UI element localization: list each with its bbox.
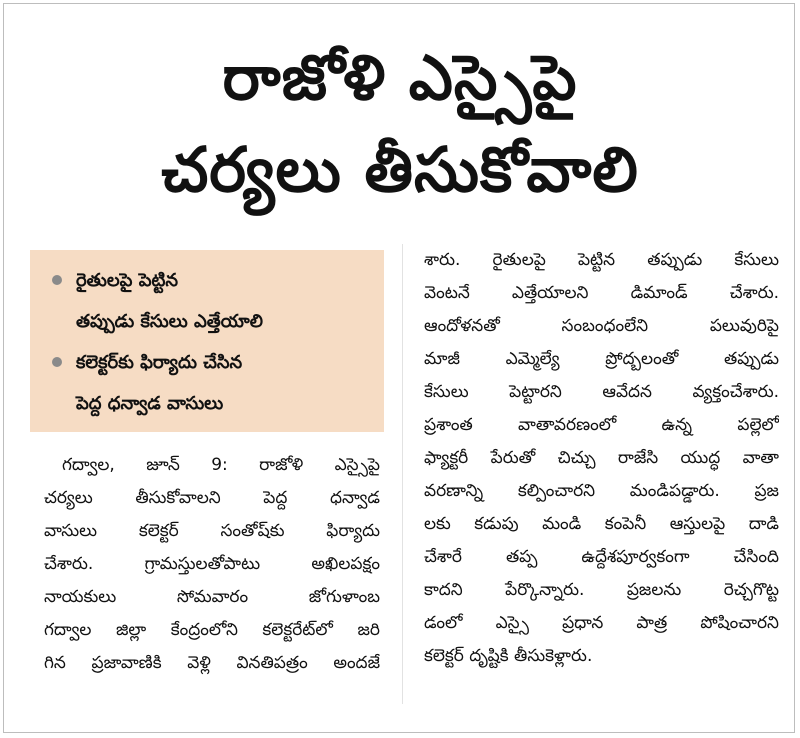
highlights-box <box>30 250 384 432</box>
news-clipping <box>3 3 795 733</box>
body-line: చేశారే తప్ప ఉద్దేశపూర్వకంగా చేసింది <box>424 547 779 567</box>
body-column-left <box>44 449 380 680</box>
body-line: కేసులు పెట్టారని ఆవేదన వ్యక్తంచేశారు. <box>424 382 779 402</box>
body-line: కలెక్టర్ దృష్టికి తీసుకెళ్లారు. <box>424 646 593 666</box>
highlight-line: రైతులపై పెట్టిన <box>76 270 179 291</box>
body-line: నాయకులు సోమవారం జోగుళాంబ <box>44 587 380 607</box>
column-divider <box>402 244 403 704</box>
highlight-line: తప్పుడు కేసులు ఎత్తేయాలి <box>76 311 263 332</box>
body-line: గద్వాల, జూన్ 9: రాజోళి ఎస్సైపై <box>62 455 380 475</box>
headline <box>4 32 795 216</box>
body-line: వరణాన్ని కల్పించారని మండిపడ్డారు. ప్రజ <box>424 481 779 501</box>
body-line: చర్యలు తీసుకోవాలని పెద్ద ధన్వాడ <box>44 488 380 508</box>
highlight-item <box>48 342 372 424</box>
headline-line-2: చర్యలు తీసుకోవాలి <box>161 133 639 206</box>
body-line: వెంటనే ఎత్తేయాలని డిమాండ్ చేశారు. <box>424 283 779 303</box>
body-line: డంలో ఎస్సై ప్రధాన పాత్ర పోషించారని <box>424 613 779 633</box>
bullet-icon <box>52 357 62 367</box>
body-line: గిన ప్రజావాణికి వెళ్లి వినతిపత్రం అందజే <box>44 653 380 673</box>
body-line: మాజీ ఎమ్మెల్యే ప్రోద్బలంతో తప్పుడు <box>424 349 779 369</box>
body-line: కాదని పేర్కొన్నారు. ప్రజలను రెచ్చగొట్ట <box>424 580 779 600</box>
body-line: ప్రశాంత వాతావరణంలో ఉన్న పల్లెలో <box>424 415 779 435</box>
highlight-line: కలెక్టర్‌కు ఫిర్యాదు చేసిన <box>76 352 243 373</box>
headline-line-1: రాజోళి ఎస్సైపై <box>222 41 578 114</box>
body-line: చేశారు. గ్రామస్తులతోపాటు అఖిలపక్షం <box>44 554 380 574</box>
body-line: ఫ్యాక్టరీ పేరుతో చిచ్చు రాజేసి యుద్ధ వాతా <box>424 448 779 468</box>
body-line: వాసులు కలెక్టర్ సంతోష్‌కు ఫిర్యాదు <box>44 521 380 541</box>
body-line: లకు కడుపు మండి కంపెనీ ఆస్తులపై దాడి <box>424 514 779 534</box>
highlight-line: పెద్ద ధన్వాడ వాసులు <box>76 393 224 414</box>
body-line: ఆందోళనతో సంబంధంలేని పలువురిపై <box>424 316 779 336</box>
highlight-item <box>48 260 372 342</box>
body-column-right <box>424 244 779 673</box>
bullet-icon <box>52 275 62 285</box>
body-line: గద్వాల జిల్లా కేంద్రంలోని కలెక్టరేట్‌లో జరి <box>44 620 380 640</box>
body-line: శారు. రైతులపై పెట్టిన తప్పుడు కేసులు <box>424 250 779 270</box>
